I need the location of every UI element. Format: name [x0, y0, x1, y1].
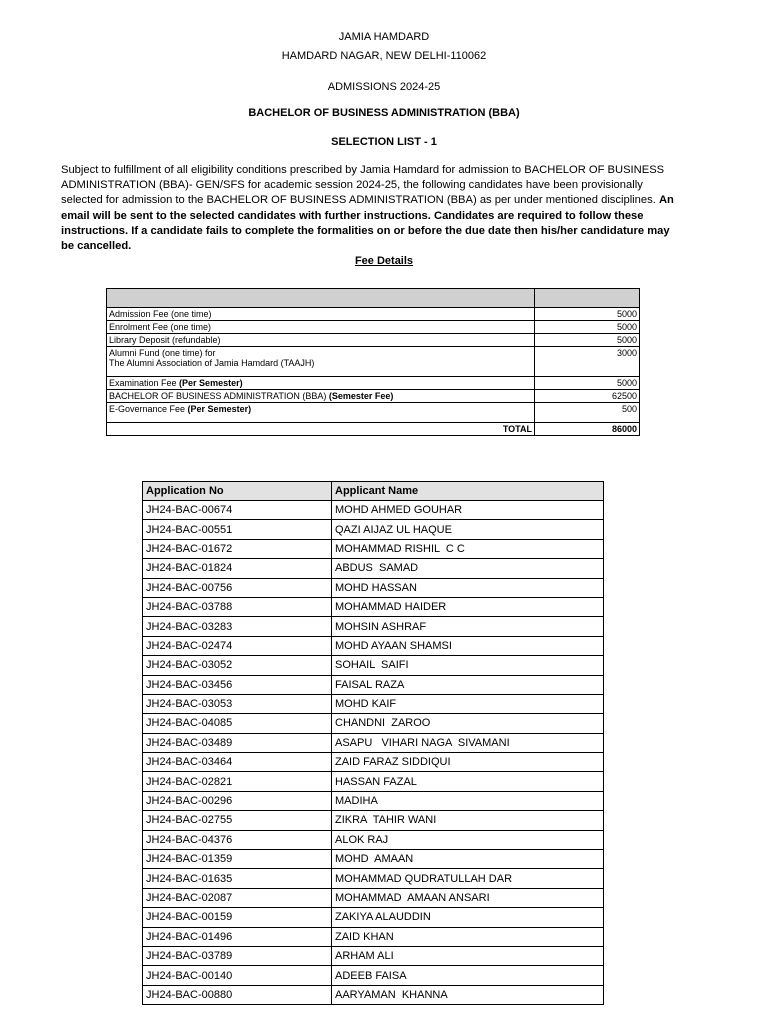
applicant-name-cell: QAZI AIJAZ UL HAQUE: [332, 520, 604, 539]
application-no-cell: JH24-BAC-01824: [143, 559, 332, 578]
table-row: [143, 850, 604, 869]
university-name: JAMIA HAMDARD: [338, 31, 430, 43]
application-no-cell: JH24-BAC-04085: [143, 714, 332, 733]
table-row: [143, 539, 604, 558]
table-row: [143, 908, 604, 927]
applicant-name-cell: ZIKRA TAHIR WANI: [332, 811, 604, 830]
fee-amount: 500: [535, 403, 640, 423]
applicant-name-cell: MOHSIN ASHRAF: [332, 617, 604, 636]
intro-paragraph: [61, 163, 681, 254]
fee-amount: 3000: [535, 347, 640, 377]
fee-table-header: [107, 289, 640, 308]
application-no-cell: JH24-BAC-00296: [143, 791, 332, 810]
table-row: [143, 888, 604, 907]
applicant-name-cell: MOHAMMAD RISHIL C C: [332, 539, 604, 558]
application-no-cell: JH24-BAC-03789: [143, 946, 332, 965]
application-no-cell: JH24-BAC-00756: [143, 578, 332, 597]
table-row: [143, 559, 604, 578]
application-no-cell: JH24-BAC-03053: [143, 694, 332, 713]
applicant-name-cell: ALOK RAJ: [332, 830, 604, 849]
application-no-cell: JH24-BAC-00674: [143, 501, 332, 520]
table-row: [143, 772, 604, 791]
application-no-cell: JH24-BAC-03456: [143, 675, 332, 694]
application-no-cell: JH24-BAC-02087: [143, 888, 332, 907]
column-header-application-no: Application No: [143, 482, 332, 501]
table-row: [143, 811, 604, 830]
table-row: [143, 636, 604, 655]
application-no-cell: JH24-BAC-01359: [143, 850, 332, 869]
table-row: [143, 927, 604, 946]
fee-amount: 62500: [535, 390, 640, 403]
applicant-name-cell: SOHAIL SAIFI: [332, 656, 604, 675]
table-row: [143, 675, 604, 694]
application-no-cell: JH24-BAC-02821: [143, 772, 332, 791]
fee-row: [107, 390, 640, 403]
table-row: [143, 694, 604, 713]
fee-label: Examination Fee (Per Semester): [107, 377, 535, 390]
applicant-name-cell: MOHD HASSAN: [332, 578, 604, 597]
fee-label: BACHELOR OF BUSINESS ADMINISTRATION (BBA) (Semester Fee): [107, 390, 535, 403]
table-row: [143, 597, 604, 616]
admissions-year: 2024-25: [399, 81, 441, 93]
application-no-cell: JH24-BAC-04376: [143, 830, 332, 849]
applicant-name-cell: MADIHA: [332, 791, 604, 810]
fee-row: [107, 334, 640, 347]
applicant-name-cell: ZAKIYA ALAUDDIN: [332, 908, 604, 927]
table-row: [143, 656, 604, 675]
table-row: [143, 966, 604, 985]
university-address: HAMDARD NAGAR, NEW DELHI-110062: [281, 50, 487, 62]
application-no-cell: JH24-BAC-01635: [143, 869, 332, 888]
fee-label: Library Deposit (refundable): [107, 334, 535, 347]
fee-row: [107, 377, 640, 390]
applicant-name-cell: ADEEB FAISA: [332, 966, 604, 985]
fee-row: [107, 321, 640, 334]
table-row: [143, 501, 604, 520]
column-header-applicant-name: Applicant Name: [332, 482, 604, 501]
application-no-cell: JH24-BAC-02755: [143, 811, 332, 830]
application-no-cell: JH24-BAC-00551: [143, 520, 332, 539]
intro-email-notice: An email will be sent to the selected candidates with further instructions. Candidates are required to follow these instructions. If a candidate fails to complete the formalities on or before the due date then his/her candidature may be cancelled.: [61, 194, 674, 253]
application-no-cell: JH24-BAC-01672: [143, 539, 332, 558]
application-no-cell: JH24-BAC-00140: [143, 966, 332, 985]
application-no-cell: JH24-BAC-03489: [143, 733, 332, 752]
fee-table: [106, 288, 640, 436]
applicant-name-cell: ZAID FARAZ SIDDIQUI: [332, 753, 604, 772]
applicant-name-cell: ABDUS SAMAD: [332, 559, 604, 578]
table-row: [143, 733, 604, 752]
fee-amount: 5000: [535, 321, 640, 334]
applicant-name-cell: AARYAMAN KHANNA: [332, 985, 604, 1004]
applicant-table-header: [143, 482, 604, 501]
application-no-cell: JH24-BAC-01496: [143, 927, 332, 946]
selection-list-title: SELECTION LIST - 1: [331, 136, 437, 148]
applicant-name-cell: HASSAN FAZAL: [332, 772, 604, 791]
fee-row: [107, 403, 640, 423]
table-row: [143, 714, 604, 733]
table-row: [143, 791, 604, 810]
program-title: BACHELOR OF BUSINESS ADMINISTRATION (BBA): [248, 107, 520, 119]
application-no-cell: JH24-BAC-00880: [143, 985, 332, 1004]
table-row: [143, 520, 604, 539]
table-row: [143, 617, 604, 636]
intro-text: Subject to fulfillment of all eligibility conditions prescribed by Jamia Hamdard for admission to BACHELOR OF BUSINESS ADMINISTRATION (BBA)- GEN/SFS for academic session 2024-25, the following candidates have been provisionally selected for admission to the BACHELOR OF BUSINESS ADMINISTRATION (BBA) as per under mentioned disciplines.: [61, 164, 665, 207]
applicant-name-cell: CHANDNI ZAROO: [332, 714, 604, 733]
table-row: [143, 946, 604, 965]
application-no-cell: JH24-BAC-03052: [143, 656, 332, 675]
applicant-name-cell: FAISAL RAZA: [332, 675, 604, 694]
fee-label: Admission Fee (one time): [107, 308, 535, 321]
fee-amount: 5000: [535, 308, 640, 321]
applicant-name-cell: MOHD AYAAN SHAMSI: [332, 636, 604, 655]
table-row: [143, 830, 604, 849]
fee-amount: 5000: [535, 334, 640, 347]
admissions-heading: [0, 81, 768, 93]
applicant-name-cell: MOHAMMAD QUDRATULLAH DAR: [332, 869, 604, 888]
applicant-name-cell: MOHD AHMED GOUHAR: [332, 501, 604, 520]
fee-label: Alumni Fund (one time) for The Alumni Association of Jamia Hamdard (TAAJH): [107, 347, 535, 377]
table-row: [143, 985, 604, 1004]
fee-total-row: [107, 423, 640, 436]
fee-label: Enrolment Fee (one time): [107, 321, 535, 334]
fee-row: [107, 308, 640, 321]
applicant-name-cell: MOHAMMAD HAIDER: [332, 597, 604, 616]
admissions-label: ADMISSIONS: [327, 81, 397, 93]
fee-details-title: Fee Details: [354, 255, 414, 267]
applicant-name-cell: ARHAM ALI: [332, 946, 604, 965]
table-row: [143, 869, 604, 888]
application-no-cell: JH24-BAC-00159: [143, 908, 332, 927]
applicant-name-cell: MOHD AMAAN: [332, 850, 604, 869]
applicant-name-cell: MOHAMMAD AMAAN ANSARI: [332, 888, 604, 907]
applicant-name-cell: MOHD KAIF: [332, 694, 604, 713]
table-row: [143, 578, 604, 597]
fee-total-amount: 86000: [535, 423, 640, 436]
fee-amount: 5000: [535, 377, 640, 390]
table-row: [143, 753, 604, 772]
applicant-table: [142, 481, 604, 1005]
application-no-cell: JH24-BAC-03788: [143, 597, 332, 616]
application-no-cell: JH24-BAC-02474: [143, 636, 332, 655]
applicant-name-cell: ZAID KHAN: [332, 927, 604, 946]
applicant-name-cell: ASAPU VIHARI NAGA SIVAMANI: [332, 733, 604, 752]
application-no-cell: JH24-BAC-03464: [143, 753, 332, 772]
fee-total-label: TOTAL: [107, 423, 535, 436]
fee-row: [107, 347, 640, 377]
fee-label: E-Governance Fee (Per Semester): [107, 403, 535, 423]
application-no-cell: JH24-BAC-03283: [143, 617, 332, 636]
